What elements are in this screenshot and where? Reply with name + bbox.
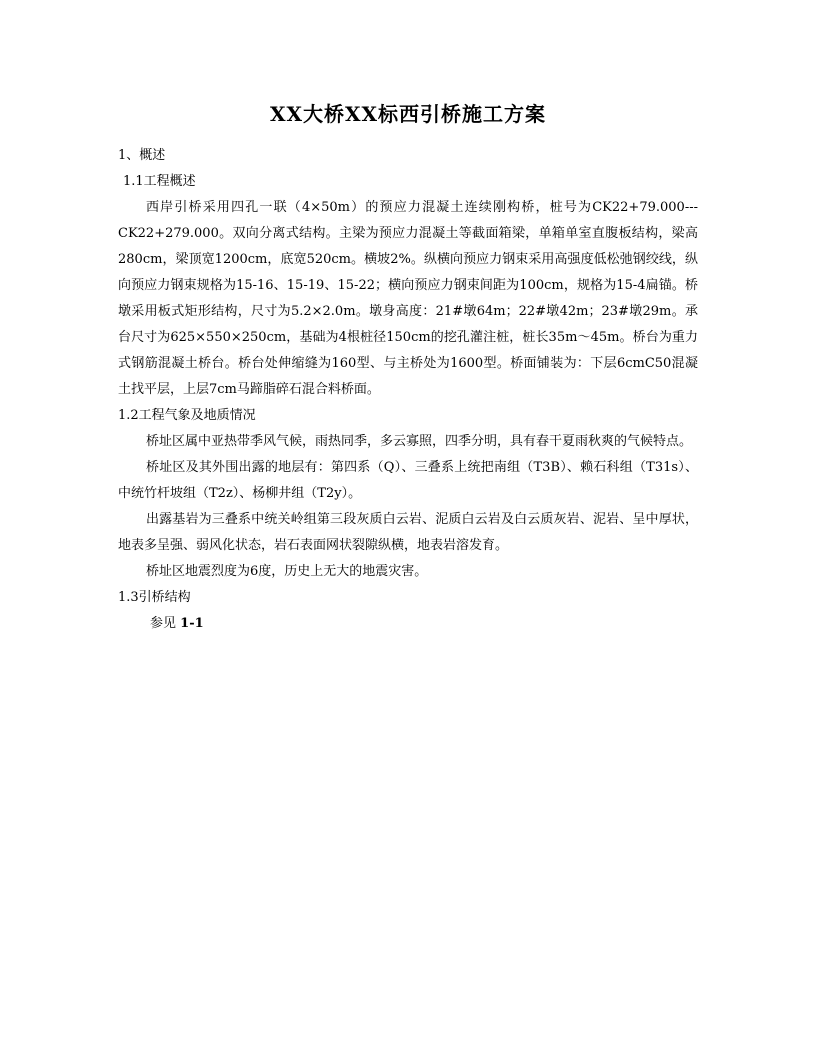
reference-number: 1-1 [180,616,204,631]
bedrock-paragraph: 出露基岩为三叠系中统关岭组第三段灰质白云岩、泥质白云岩及白云质灰岩、泥岩、呈中厚状，地表多呈强、弱风化状态，岩石表面网状裂隙纵横，地表岩溶发育。 [118,512,698,553]
project-overview-paragraph: 西岸引桥采用四孔一联（4×50m）的预应力混凝土连续刚构桥，桩号为CK22+79.000---CK22+279.000。双向分离式结构。主梁为预应力混凝土等截面箱梁，单箱单室直腹板结构，梁高280cm，梁顶宽1200cm，底宽520cm。横坡2%。纵横向预应力钢束采用高强度低松弛钢绞线，纵向预应力钢束规格为15-16、15-19、15-22；横向预应力钢束间距为100cm，规格为15-4扁锚。桥墩采用板式矩形结构，尺寸为5.2×2.0m。墩身高度：21#墩64m；22#墩42m；23#墩29m。承台尺寸为625×550×250cm，基础为4根桩径150cm的挖孔灌注桩，桩长35m～45m。桥台为重力式钢筋混凝土桥台。桥台处伸缩缝为160型、与主桥处为1600型。桥面铺装为：下层6cmC50混凝土找平层，上层7cm马蹄脂碎石混合料桥面。 [118,200,698,397]
reference-line [118,611,698,637]
strata-paragraph: 桥址区及其外围出露的地层有：第四系（Q）、三叠系上统把南组（T3B）、赖石科组（T31s）、中统竹杆坡组（T2z）、杨柳井组（T2y）。 [118,460,698,501]
document-body [118,143,698,637]
document-title: XX大桥XX标西引桥施工方案 [269,102,547,126]
subsection-heading-approach-structure: 1.3引桥结构 [118,590,191,605]
subsection-heading-project-overview: 1.1工程概述 [123,174,196,189]
section-heading-overview: 1、概述 [118,148,166,163]
climate-paragraph: 桥址区属中亚热带季风气候，雨热同季，多云寡照，四季分明，具有春干夏雨秋爽的气候特点。 [146,434,693,449]
subsection-heading-weather-geology: 1.2工程气象及地质情况 [118,408,256,423]
reference-label: 参见 [150,616,177,631]
seismic-paragraph: 桥址区地震烈度为6度，历史上无大的地震灾害。 [146,564,428,579]
